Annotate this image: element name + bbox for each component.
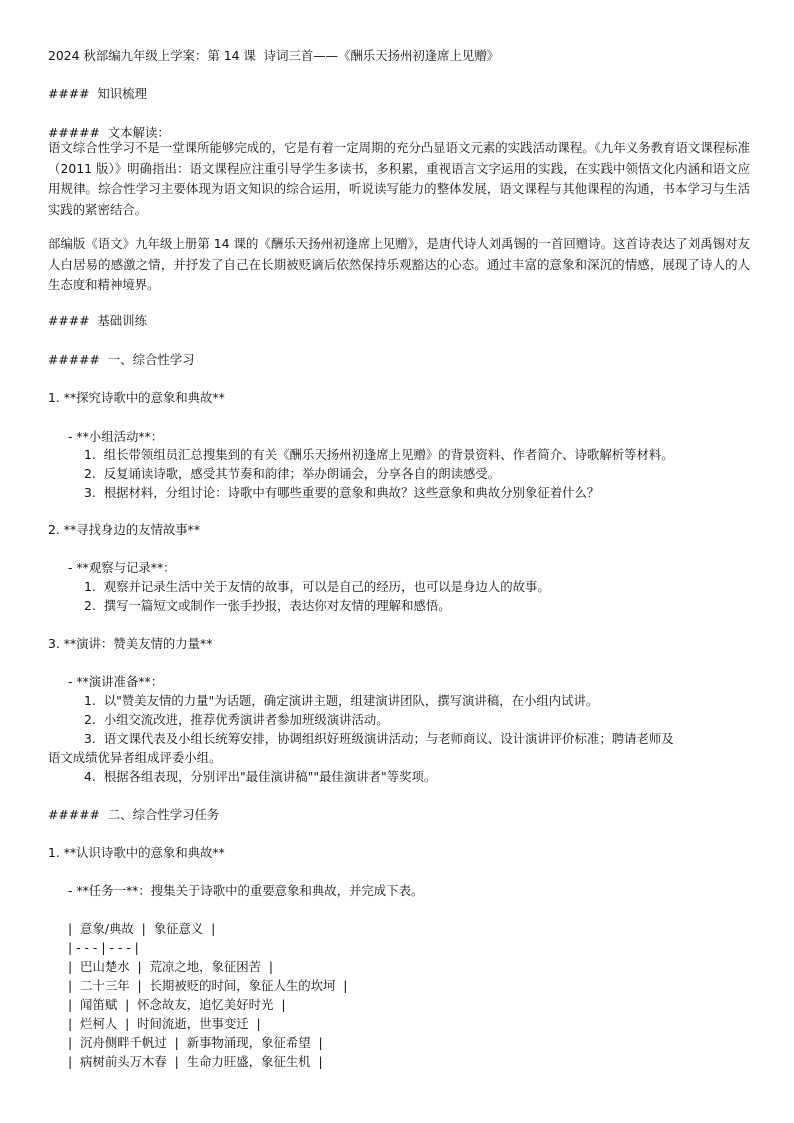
table-row: | 病树前头万木春 | 生命力旺盛，象征生机 | bbox=[68, 1054, 323, 1069]
heading-part2: ##### 二、综合性学习任务 bbox=[48, 807, 220, 822]
item1-step: 1. 组长带领组员汇总搜集到的有关《酬乐天扬州初逢席上见赠》的背景资料、作者简介、诗歌解析等材料。 bbox=[84, 447, 674, 462]
item3-step-continued: 语文成绩优异者组成评委小组。 bbox=[48, 750, 222, 765]
item1-step: 3. 根据材料，分组讨论：诗歌中有哪些重要的意象和典故？这些意象和典故分别象征着什么？ bbox=[84, 485, 600, 500]
item1-sub: - **小组活动**： bbox=[68, 429, 164, 444]
paragraph-intro: 语文综合性学习不是一堂课所能够完成的，它是有着一定周期的充分凸显语文元素的实践活动课程。《九年义务教育语文课程标准（2011 版）》明确指出：语文课程应注重引导学生多读书，多积累，重视语言文字运用的实践，在实践中领悟文化内涵和语文应用规律。综合性学习主要体现为语文知识的综合运用，听说读写能力的整体发展，语文课程与其他课程的沟通，书本学习与生活实践的紧密结合。 bbox=[48, 140, 750, 217]
item2-sub: - **观察与记录**： bbox=[68, 560, 176, 575]
item2-step: 2. 撰写一篇短文或制作一张手抄报，表达你对友情的理解和感悟。 bbox=[84, 598, 451, 613]
heading-knowledge: #### 知识梳理 bbox=[48, 86, 147, 101]
table-row: | 意象/典故 | 象征意义 | bbox=[68, 921, 216, 936]
part2-item1-title: 1. **认识诗歌中的意象和典故** bbox=[48, 845, 225, 860]
item3-step: 1. 以"赞美友情的力量"为话题，确定演讲主题，组建演讲团队，撰写演讲稿，在小组内试讲。 bbox=[84, 693, 599, 708]
table-row: | 沉舟侧畔千帆过 | 新事物涌现，象征希望 | bbox=[68, 1035, 323, 1050]
part2-item1-sub: - **任务一**：搜集关于诗歌中的重要意象和典故，并完成下表。 bbox=[68, 883, 424, 898]
table-row: | 巴山楚水 | 荒凉之地，象征困苦 | bbox=[68, 959, 274, 974]
heading-training: #### 基础训练 bbox=[48, 313, 147, 328]
heading-part1: ##### 一、综合性学习 bbox=[48, 352, 195, 367]
paragraph-poem-summary: 部编版《语文》九年级上册第 14 课的《酬乐天扬州初逢席上见赠》，是唐代诗人刘禹锡的一首回赠诗。这首诗表达了刘禹锡对友人白居易的感激之情，并抒发了自己在长期被贬谪后依然保持乐观豁达的心态。通过丰富的意象和深沉的情感，展现了诗人的人生态度和精神境界。 bbox=[48, 236, 750, 293]
table-row: | - - - | - - - | bbox=[68, 940, 139, 955]
item3-title: 3. **演讲：赞美友情的力量** bbox=[48, 636, 213, 651]
item1-title: 1. **探究诗歌中的意象和典故** bbox=[48, 390, 225, 405]
item1-step: 2. 反复诵读诗歌，感受其节奏和韵律；举办朗诵会，分享各自的朗读感受。 bbox=[84, 466, 501, 481]
subheading-text-analysis: ##### 文本解读： bbox=[48, 125, 170, 140]
table-row: | 闻笛赋 | 怀念故友，追忆美好时光 | bbox=[68, 997, 286, 1012]
item3-step: 4. 根据各组表现，分别评出"最佳演讲稿""最佳演讲者"等奖项。 bbox=[84, 769, 437, 784]
item3-step: 3. 语文课代表及小组长统筹安排，协调组织好班级演讲活动；与老师商议、设计演讲评价标准；聘请老师及 bbox=[84, 731, 674, 746]
item3-step: 2. 小组交流改进，推荐优秀演讲者参加班级演讲活动。 bbox=[84, 712, 389, 727]
document-title: 2024 秋部编九年级上学案：第 14 课 诗词三首——《酬乐天扬州初逢席上见赠》 bbox=[48, 48, 500, 63]
item2-title: 2. **寻找身边的友情故事** bbox=[48, 522, 201, 537]
table-row: | 二十三年 | 长期被贬的时间，象征人生的坎坷 | bbox=[68, 978, 348, 993]
table-row: | 烂柯人 | 时间流逝，世事变迁 | bbox=[68, 1016, 261, 1031]
item3-sub: - **演讲准备**： bbox=[68, 674, 164, 689]
item2-step: 1. 观察并记录生活中关于友情的故事，可以是自己的经历，也可以是身边人的故事。 bbox=[84, 579, 550, 594]
